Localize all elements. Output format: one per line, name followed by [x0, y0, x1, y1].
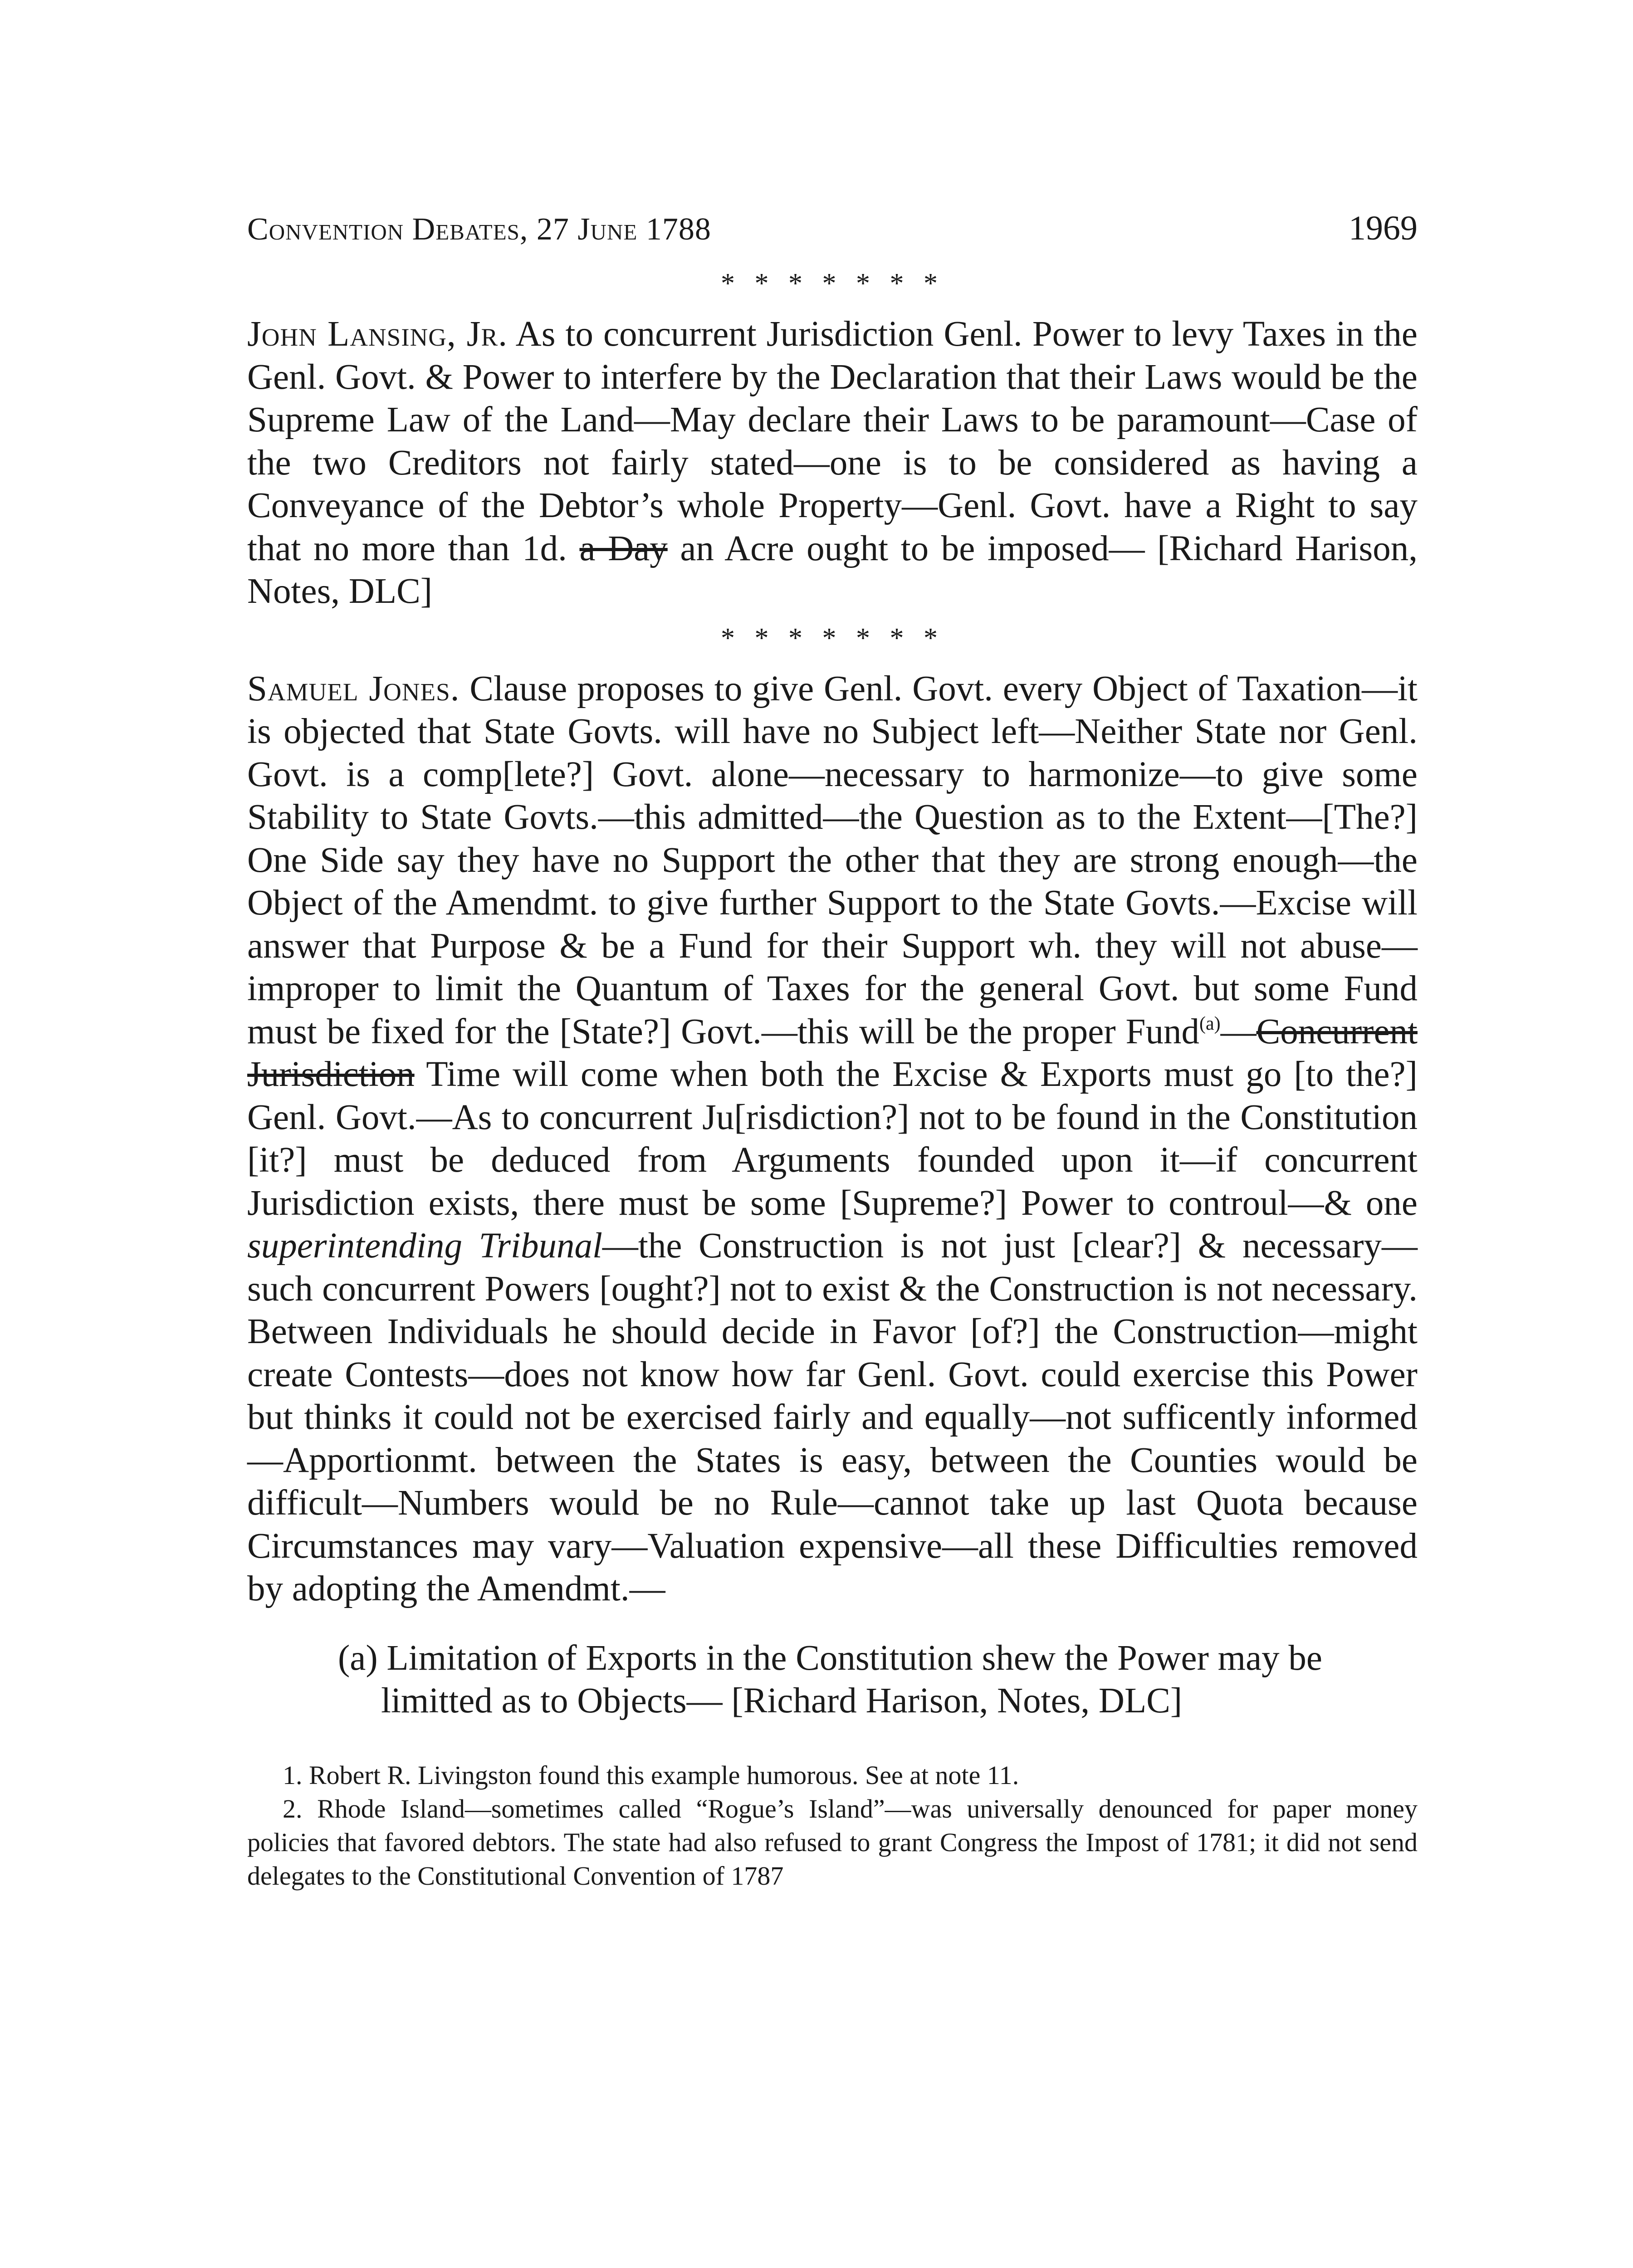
footnote-1: 1. Robert R. Livingston found this example humorous. See at note 11.	[283, 1760, 1019, 1790]
paragraph-text: Time will come when both the Excise & Exports must go [to the?] Genl. Govt.—As to concurrent Ju[risdiction?] not to be found in the Constitution [it?] must be deduced from Arguments founded upon it—if concurrent Jurisdiction exists, there must be some [Supreme?] Power to controul—& one	[247, 1055, 1418, 1223]
marginal-note-a: (a) Limitation of Exports in the Constitution shew the Power may be limitted as to Objects— [Richard Harison, Notes, DLC]	[338, 1638, 1322, 1721]
running-title: Convention Debates, 27 June 1788	[247, 212, 711, 247]
lansing-paragraph	[247, 313, 1418, 613]
speaker-name: John Lansing, Jr.	[247, 314, 508, 354]
jones-paragraph	[247, 668, 1418, 1611]
speaker-name: Samuel Jones.	[247, 669, 460, 709]
struck-text: Concurrent Jurisdiction	[247, 1012, 1418, 1094]
paragraph-text: As to concurrent Jurisdiction Genl. Power to levy Taxes in the Genl. Govt. & Power to interfere by the Declaration that their Laws would be the Supreme Law of the Land—May declare their Laws to be paramount—Case of the two Creditors not fairly stated—one is to be considered as having a Conveyance of the Debtor’s whole Property—Genl. Govt. have a Right to say that no more than 1d.	[247, 314, 1418, 568]
paragraph-text: Clause proposes to give Genl. Govt. every Object of Taxation—it is objected that State Govts. will have no Subject left—Neither State nor Genl. Govt. is a comp[lete?] Govt. alone—necessary to harmonize—to give some Stability to State Govts.—this admitted—the Question as to the Extent—[The?] One Side say they have no Support the other that they are strong enough—the Object of the Amendmt. to give further Support to the State Govts.—Excise will answer that Purpose & be a Fund for their Support wh. they will not abuse—improper to limit the Quantum of Taxes for the general Govt. but some Fund must be fixed for the [State?] Govt.—this will be the proper Fund	[247, 669, 1418, 1051]
paragraph-text: —the Construction is not just [clear?] & necessary—such concurrent Powers [ought?] not to exist & the Construction is not necessary. Between Individuals he should decide in Favor [of?] the Construction—might create Contests—does not know how far Genl. Govt. could exercise this Power but thinks it could not be exercised fairly and equally—not sufficently informed—Apportionmt. between the States is easy, between the Counties would be difficult—Numbers would be no Rule—cannot take up last Quota because Circumstances may vary—Valuation expensive—all these Difficulties removed by adopting the Amendmt.—	[247, 1226, 1418, 1608]
dash: —	[1220, 1012, 1257, 1051]
italic-text: superintending Tribunal	[247, 1226, 602, 1266]
paragraph-text: an Acre ought to be imposed— [Richard Harison, Notes, DLC]	[247, 528, 1418, 611]
note-marker: (a)	[1199, 1013, 1221, 1034]
struck-text: a Day	[579, 528, 668, 568]
footnotes	[247, 1759, 1418, 1893]
running-head	[247, 209, 1418, 259]
section-separator: * * * * * * *	[721, 268, 944, 299]
document-page	[247, 209, 1418, 1893]
section-separator: * * * * * * *	[721, 622, 944, 654]
page-number: 1969	[1349, 209, 1418, 247]
footnote-2: 2. Rhode Island—sometimes called “Rogue’s Island”—was universally denounced for paper money policies that favored debtors. The state had also refused to grant Congress the Impost of 1781; it did not send delegates to the Constitutional Convention of 1787	[247, 1794, 1418, 1891]
